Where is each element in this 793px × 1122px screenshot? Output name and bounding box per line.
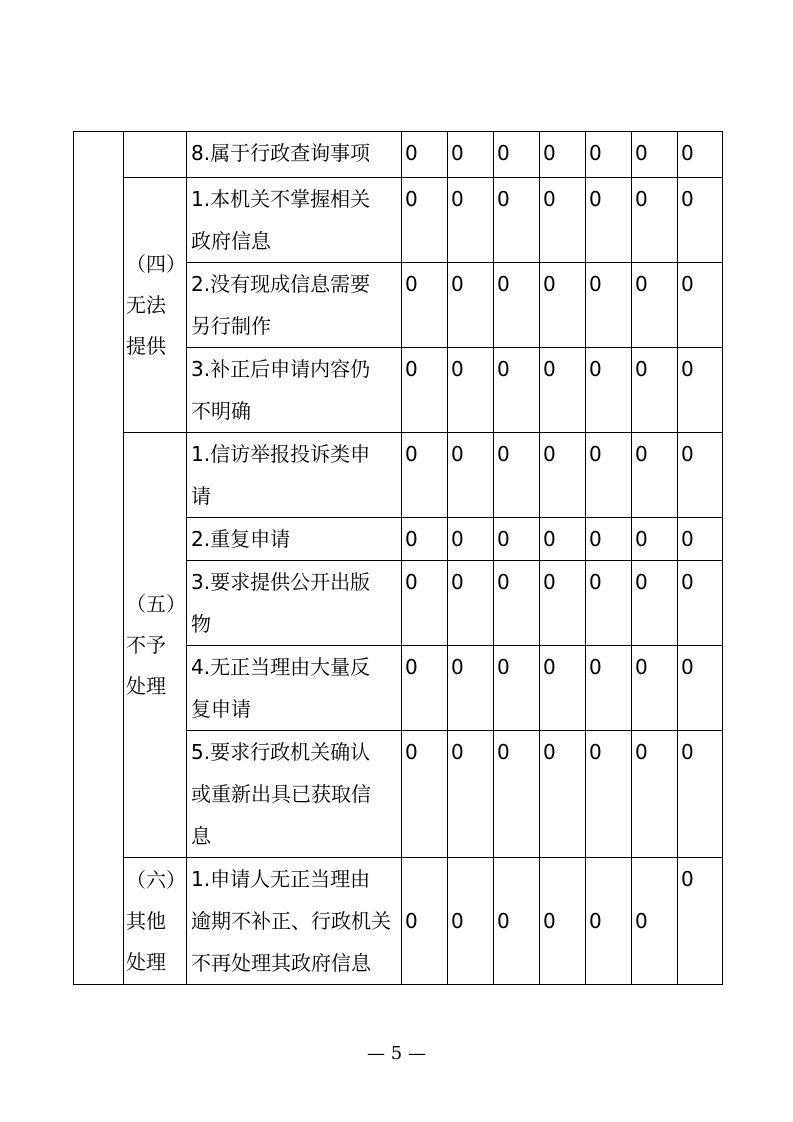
value-cell: 0 (586, 132, 632, 178)
value-cell: 0 (632, 561, 678, 646)
value-text: 0 (589, 909, 602, 933)
page-number: — 5 — (367, 1043, 426, 1064)
value-cell (402, 858, 448, 985)
item-cell: 3.补正后申请内容仍 不明确 (187, 348, 402, 433)
value-cell: 0 (632, 348, 678, 433)
item-cell: 1.信访举报投诉类申 请 (187, 433, 402, 518)
value-cell (494, 858, 540, 985)
value-cell: 0 (402, 518, 448, 561)
value-cell: 0 (678, 731, 723, 858)
value-cell: 0 (402, 263, 448, 348)
value-cell: 0 (540, 433, 586, 518)
value-cell: 0 (494, 263, 540, 348)
value-cell: 0 (540, 263, 586, 348)
category-cell-continued (124, 132, 187, 178)
category-label: 不予 (126, 632, 166, 657)
value-cell: 0 (632, 731, 678, 858)
table-row (74, 132, 723, 178)
value-cell: 0 (448, 263, 494, 348)
value-cell: 0 (678, 561, 723, 646)
value-cell: 0 (494, 518, 540, 561)
table-row (74, 433, 723, 518)
value-cell: 0 (540, 132, 586, 178)
value-cell: 0 (540, 518, 586, 561)
value-cell: 0 (540, 561, 586, 646)
value-cell: 0 (402, 561, 448, 646)
value-text: 0 (451, 909, 464, 933)
item-cell: 8.属于行政查询事项 (187, 132, 402, 178)
outer-category-cell (74, 132, 124, 985)
value-cell: 0 (448, 646, 494, 731)
value-cell (632, 858, 678, 985)
value-cell: 0 (678, 132, 723, 178)
table-row (74, 858, 723, 985)
value-cell: 0 (632, 132, 678, 178)
category-cell-five (124, 433, 187, 858)
value-cell: 0 (448, 518, 494, 561)
value-cell: 0 (402, 132, 448, 178)
item-cell: 1.本机关不掌握相关 政府信息 (187, 178, 402, 263)
disclosure-statistics-table (73, 131, 723, 985)
value-cell: 0 (494, 433, 540, 518)
value-cell: 0 (494, 731, 540, 858)
value-cell: 0 (448, 348, 494, 433)
value-cell: 0 (448, 132, 494, 178)
item-cell: 3.要求提供公开出版 物 (187, 561, 402, 646)
category-label: 其他 (126, 908, 166, 933)
value-cell: 0 (494, 132, 540, 178)
value-cell: 0 (678, 178, 723, 263)
table-row (74, 178, 723, 263)
category-label: 提供 (126, 333, 166, 358)
value-cell: 0 (586, 561, 632, 646)
category-cell-four (124, 178, 187, 433)
value-cell: 0 (678, 518, 723, 561)
value-cell: 0 (632, 518, 678, 561)
value-cell: 0 (494, 348, 540, 433)
value-cell: 0 (678, 348, 723, 433)
value-cell (586, 858, 632, 985)
value-cell: 0 (586, 433, 632, 518)
value-cell: 0 (448, 731, 494, 858)
value-cell: 0 (402, 348, 448, 433)
item-cell: 4.无正当理由大量反 复申请 (187, 646, 402, 731)
value-cell: 0 (678, 433, 723, 518)
value-cell: 0 (632, 178, 678, 263)
value-cell: 0 (632, 433, 678, 518)
value-text: 0 (497, 909, 510, 933)
value-cell: 0 (402, 433, 448, 518)
value-cell: 0 (632, 646, 678, 731)
category-label: 处理 (126, 673, 166, 698)
value-cell: 0 (678, 263, 723, 348)
value-cell: 0 (494, 646, 540, 731)
value-text: 0 (405, 909, 418, 933)
category-label: 处理 (126, 949, 166, 974)
value-cell: 0 (586, 348, 632, 433)
value-cell: 0 (402, 646, 448, 731)
value-cell: 0 (494, 561, 540, 646)
value-cell: 0 (586, 518, 632, 561)
value-cell: 0 (678, 646, 723, 731)
category-label: （六） (126, 867, 186, 892)
value-cell: 0 (586, 178, 632, 263)
item-cell: 2.重复申请 (187, 518, 402, 561)
value-cell: 0 (494, 178, 540, 263)
value-cell: 0 (632, 263, 678, 348)
value-cell: 0 (540, 646, 586, 731)
item-cell: 2.没有现成信息需要 另行制作 (187, 263, 402, 348)
category-cell-six (124, 858, 187, 985)
category-label: （五） (126, 591, 186, 616)
value-cell: 0 (678, 858, 723, 985)
category-label: （四） (126, 251, 186, 276)
value-cell: 0 (586, 263, 632, 348)
value-cell: 0 (540, 178, 586, 263)
value-text: 0 (543, 909, 556, 933)
value-cell: 0 (402, 731, 448, 858)
item-cell: 5.要求行政机关确认 或重新出具已获取信 息 (187, 731, 402, 858)
value-cell (448, 858, 494, 985)
value-cell: 0 (586, 731, 632, 858)
value-cell (540, 858, 586, 985)
value-cell: 0 (402, 178, 448, 263)
item-cell: 1.申请人无正当理由 逾期不补正、行政机关 不再处理其政府信息 (187, 858, 402, 985)
value-cell: 0 (586, 646, 632, 731)
value-text: 0 (635, 909, 648, 933)
category-label: 无法 (126, 292, 166, 317)
value-cell: 0 (540, 731, 586, 858)
value-cell: 0 (448, 433, 494, 518)
value-cell: 0 (448, 561, 494, 646)
value-cell: 0 (540, 348, 586, 433)
value-cell: 0 (448, 178, 494, 263)
